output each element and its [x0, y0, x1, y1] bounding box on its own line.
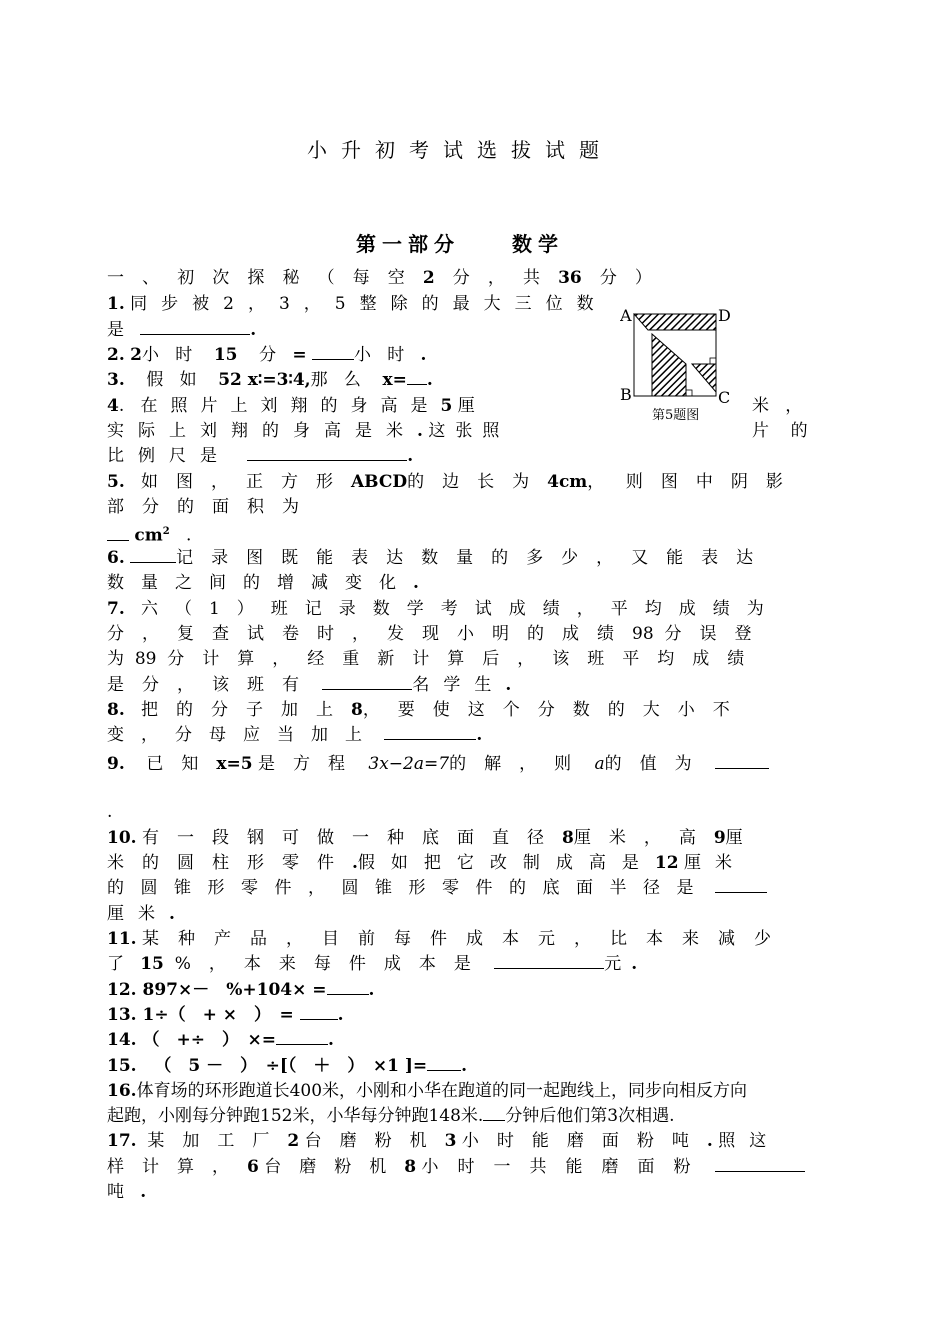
answer-blank[interactable]	[276, 1030, 328, 1045]
label-c: C	[718, 388, 731, 407]
answer-blank[interactable]	[715, 878, 767, 893]
question-15: 15. （ 5 － ） ÷[（ ＋ ） ×1 ]= .	[107, 1056, 468, 1076]
answer-blank[interactable]	[247, 446, 407, 461]
question-6-line-2: 数量之间的增减变化.	[107, 573, 419, 593]
question-10-line-2: 米的圆柱形零件.假如把它改制成高是12 厘米	[107, 853, 746, 873]
question-4-line-1-end: 米 ，	[752, 396, 803, 416]
question-9: 9. 已知x=5 是方程 3x−2a=7的解，则 a的值为	[107, 752, 769, 776]
question-4-line-1: 4. 在照片上刘翔的身高是5 厘	[107, 396, 475, 416]
shaded-top-region	[634, 314, 716, 330]
question-17-line-2: 样计算，6 台磨粉机8 小时一共能磨面粉	[107, 1155, 805, 1179]
part-title: 第一部分 数学	[356, 232, 564, 256]
answer-blank[interactable]	[384, 725, 476, 740]
answer-blank[interactable]	[322, 675, 412, 690]
question-11-line-1: 11. 某种产品，目前每件成本元，比本来减少	[107, 929, 790, 949]
question-7-line-4: 是分，该班有 名学生.	[107, 675, 512, 695]
question-10-line-1: 10. 有一段钢可做一种底面直径8厘米，高9厘	[107, 828, 743, 848]
answer-blank[interactable]	[300, 1005, 338, 1020]
question-16-line-1: 16.体育场的环形跑道长400米，小刚和小华在跑道的同一起跑线上，同步向相反方向	[107, 1081, 748, 1101]
question-5-line-2: 部分的面积为	[107, 497, 317, 517]
answer-blank[interactable]	[483, 1106, 505, 1121]
section-heading: 一 、 初 次 探 秘 （ 每 空 2 分 ， 共 36 分 ）	[107, 268, 652, 288]
question-8-line-2: 变，分母应当加上 .	[107, 725, 483, 745]
label-b: B	[620, 385, 632, 404]
question-16-line-2: 起跑，小刚每分钟跑152米，小华每分钟跑148米. 分钟后他们第3次相遇.	[107, 1106, 675, 1126]
label-a: A	[620, 306, 632, 325]
question-5-line-3: $cm^2$ .	[107, 520, 191, 548]
shaded-right-region	[692, 364, 716, 392]
question-11-line-2: 了 15 %，本来每件成本是 元.	[107, 954, 638, 974]
question-14: 14. （ +÷ ） ×= .	[107, 1030, 334, 1050]
question-1-line-2: 是 .	[107, 320, 257, 340]
question-7-line-3: 为 89 分计算，经重新计算后，该班平均成绩	[107, 649, 763, 669]
question-4-line-2: 实际上刘翔的身高是米. 这张照	[107, 421, 510, 441]
question-17-line-1: 17. 某加工厂2 台磨粉机3 小时能磨面粉吨. 照这	[107, 1131, 781, 1151]
question-6-line-1: 6. 记录图既能表达数量的多少，又能表达	[107, 548, 772, 568]
answer-blank[interactable]	[494, 954, 604, 969]
question-1-line-1: 1. 同步被2，3，5整除的最大三位数	[107, 294, 608, 314]
question-4-line-3: 比例尺是 .	[107, 446, 414, 466]
document-title: 小升初考试选拔试题	[307, 138, 613, 162]
answer-blank[interactable]	[107, 526, 129, 541]
question-5-line-1: 5. 如图，正方形ABCD的边长为4cm， 则图中阴影	[107, 472, 801, 492]
answer-blank[interactable]	[427, 1056, 461, 1071]
answer-blank[interactable]	[715, 1157, 805, 1172]
question-4-line-2-end: 片 的	[752, 421, 808, 441]
question-17-line-3: 吨 .	[107, 1182, 147, 1202]
answer-blank[interactable]	[407, 370, 427, 385]
question-7-line-1: 7. 六（1）班记录数学考试成绩，平均成绩为	[107, 599, 781, 619]
answer-blank[interactable]	[130, 548, 176, 563]
answer-blank[interactable]	[312, 345, 354, 360]
question-10-line-4: 厘米.	[107, 904, 175, 924]
question-9-end: .	[107, 802, 113, 822]
question-7-line-2: 分，复查试卷时，发现小明的成绩98 分误登	[107, 624, 770, 644]
label-d: D	[718, 306, 731, 325]
question-13: 13. 1÷（ + × ） = .	[107, 1005, 344, 1025]
question-8-line-1: 8. 把的分子加上8，要使这个分数的大小不	[107, 700, 748, 720]
question-12: 12. 897×－ %+104× = .	[107, 980, 375, 1000]
question-10-line-3: 的圆锥形零件，圆锥形零件的底面半径是	[107, 876, 767, 900]
answer-blank[interactable]	[140, 320, 250, 335]
answer-blank[interactable]	[327, 980, 369, 995]
figure-caption: 第5题图	[652, 408, 700, 423]
answer-blank[interactable]	[715, 754, 769, 769]
question-3: 3. 假 如 52 x∶=3∶4,那 么 x= .	[107, 370, 433, 390]
question-2: 2. 2小 时 15 分 = 小 时 .	[107, 345, 427, 365]
equation: 3x−2a=7	[368, 754, 450, 774]
shaded-left-region	[652, 334, 686, 396]
